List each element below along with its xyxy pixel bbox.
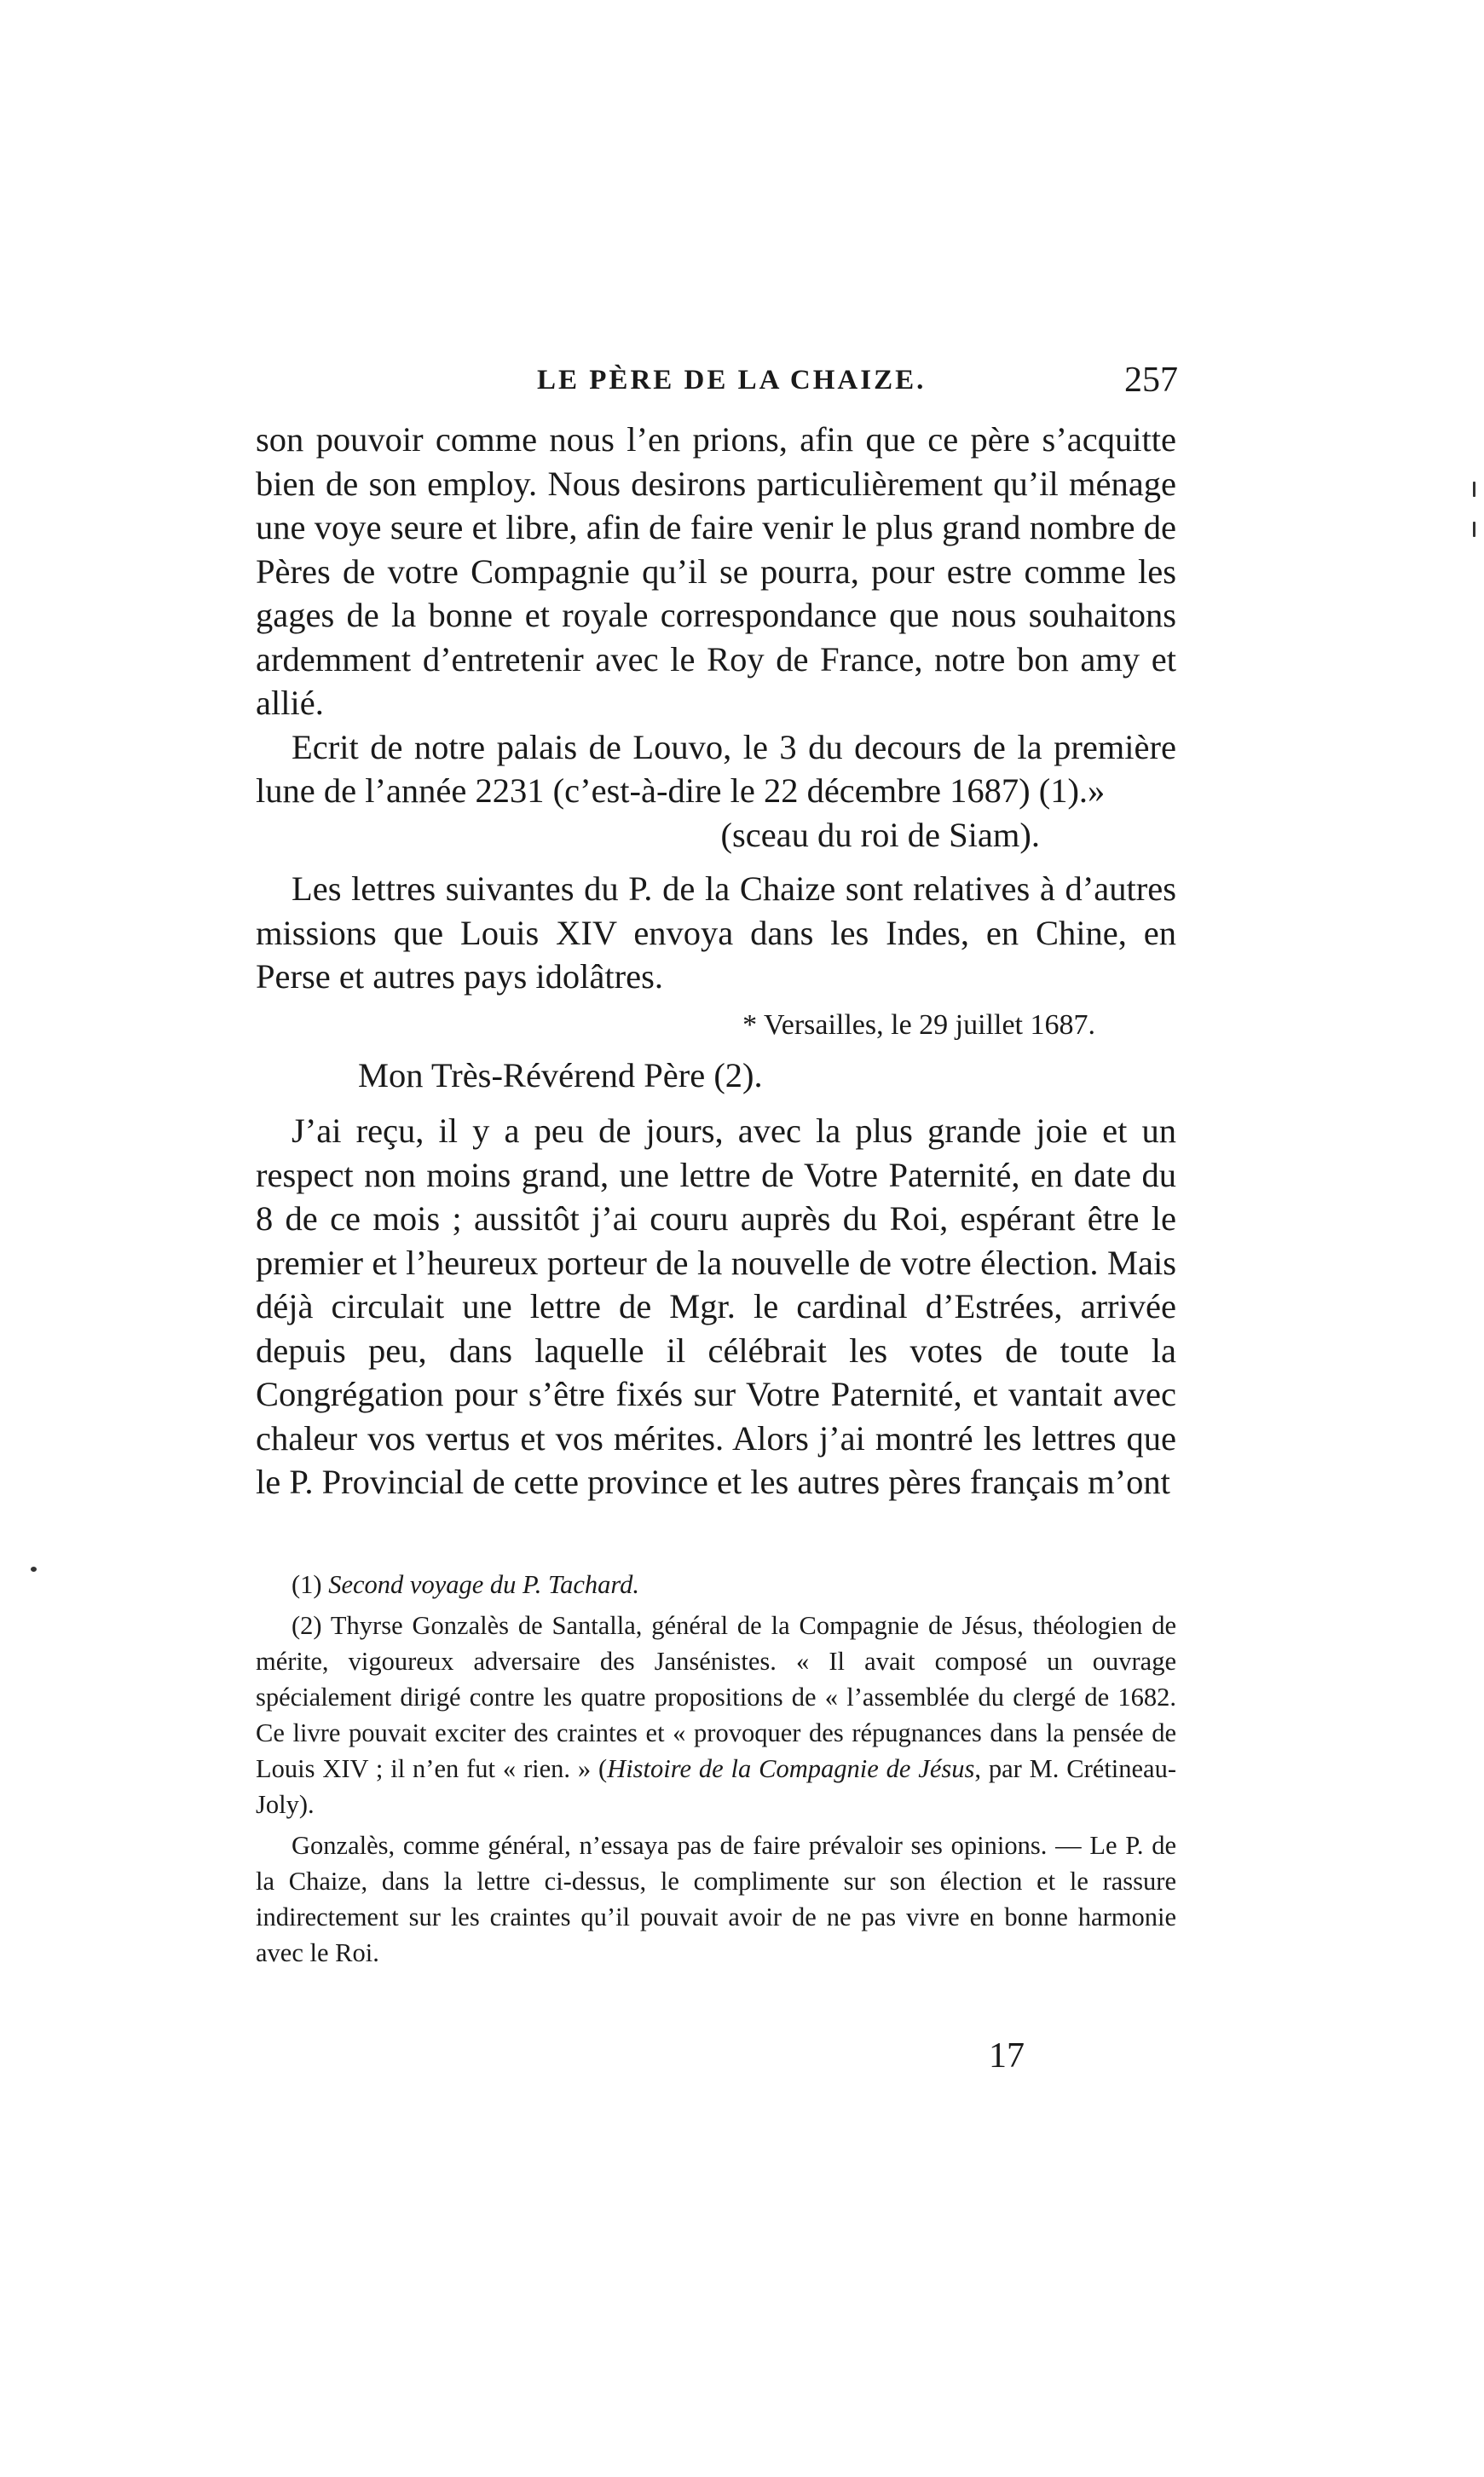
footnote-2-continued: Gonzalès, comme général, n’essaya pas de faire prévaloir ses opinions. — Le P. de la Chaize, dans la lettre ci-dessus, le complimente sur son élection et le rassure indirectement sur les craintes qu’il pouvait avoir de ne pas vivre en bonne harmonie avec le Roi. <box>256 1831 1176 1967</box>
ink-speck <box>31 1567 37 1572</box>
letter-date-line: * Versailles, le 29 juillet 1687. <box>742 1008 1095 1041</box>
ink-speck <box>1473 522 1475 537</box>
running-head: LE PÈRE DE LA CHAIZE. <box>537 365 927 396</box>
footnote-1-marker: (1) <box>292 1570 322 1599</box>
paragraph-1: son pouvoir comme nous l’en prions, afin que ce père s’acquitte bien de son employ. Nous desirons particulièrement qu’il ménage une voye seure et libre, afin de faire venir le plus grand nombre de Pères de votre Compagnie qu’il se pourra, pour estre comme les gages de la bonne et royale correspondance que nous souhaitons ardemment d’entretenir avec le Roy de France, notre bon amy et allié. <box>256 420 1176 722</box>
paragraph-3: Les lettres suivantes du P. de la Chaize sont relatives à d’autres missions que Louis XIV envoya dans les Indes, en Chine, en Perse et autres pays idolâtres. <box>256 869 1176 996</box>
seal-note: (sceau du roi de Siam). <box>720 815 1040 854</box>
signature-mark: 17 <box>989 2036 1025 2076</box>
footnote-1 <box>256 1567 1176 1602</box>
letter-salutation: Mon Très-Révérend Père (2). <box>358 1055 763 1094</box>
footnote-1-text: Second voyage du P. Tachard. <box>328 1570 640 1599</box>
main-text <box>256 418 1176 1504</box>
footnotes <box>256 1567 1176 1971</box>
footnote-2-title: Histoire de la Compagnie de Jésus <box>607 1754 975 1783</box>
paragraph-2: Ecrit de notre palais de Louvo, le 3 du decours de la première lune de l’année 2231 (c’est-à-dire le 22 décembre 1687) (1).» <box>256 727 1176 810</box>
footnote-2 <box>256 1608 1176 1822</box>
paragraph-4: J’ai reçu, il y a peu de jours, avec la plus grande joie et un respect non moins grand, une lettre de Votre Paternité, en date du 8 de ce mois ; aussitôt j’ai couru auprès du Roi, espérant être le premier et l’heureux porteur de la nouvelle de votre élection. Mais déjà circulait une lettre de Mgr. le cardinal d’Estrées, arrivée depuis peu, dans laquelle il célébrait les votes de toute la Congrégation pour s’être fixés sur Votre Paternité, et vantait avec chaleur vos vertus et vos mérites. Alors j’ai montré les lettres que le P. Provincial de cette province et les autres pères français m’ont <box>256 1111 1176 1501</box>
footnote-2-marker: (2) <box>292 1611 322 1640</box>
ink-speck <box>1473 482 1475 497</box>
footnote-2-text-a: Thyrse Gonzalès de Santalla, général de la Compagnie de Jésus, théologien de mérite, vigoureux adversaire des Jansénistes. « Il avait composé un ouvrage spécialement dirigé contre les quatre propositions de « l’assemblée du clergé de 1682. Ce livre pouvait exciter des craintes et « provoquer des répugnances dans la pensée de Louis XIV ; il n’en fut « rien. » ( <box>256 1611 1176 1783</box>
page-number: 257 <box>1124 361 1178 400</box>
page-header <box>256 361 1185 407</box>
footnote-2-text-b: , par M. Crétineau-Joly). <box>256 1754 1177 1819</box>
